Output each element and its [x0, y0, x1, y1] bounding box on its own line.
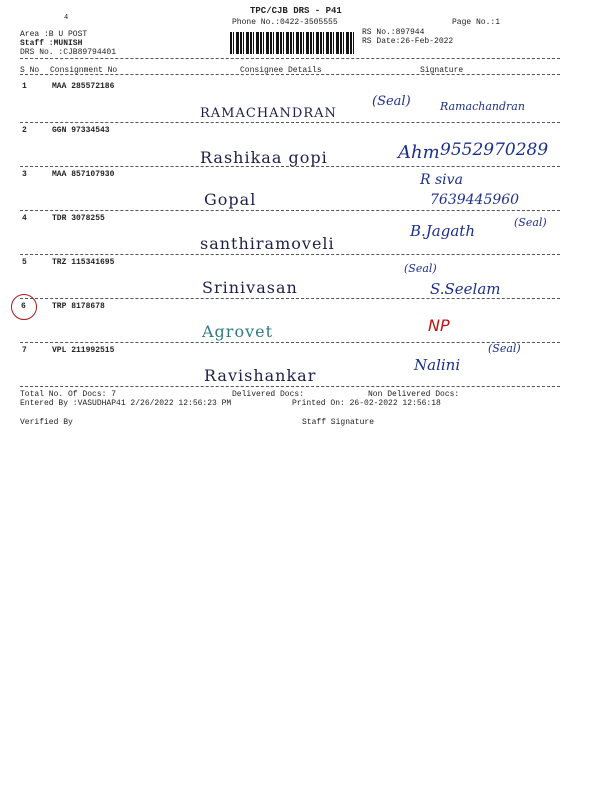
row-consignee: Srinivasan [202, 278, 298, 297]
row-signature-seal: (Seal) [404, 262, 437, 275]
page-number: Page No.:1 [452, 18, 501, 27]
row-consignee: Rashikaa gopi [200, 148, 328, 167]
row-consignee: santhiramoveli [200, 234, 335, 253]
columns-divider [20, 74, 560, 75]
rs-number: RS No.:897944 [362, 28, 425, 37]
row-signature-seal: (Seal) [488, 342, 521, 355]
row-consignee: Gopal [204, 190, 257, 209]
row-divider [20, 298, 560, 299]
row-signature-phone: 7639445960 [430, 192, 520, 208]
non-delivered-docs: Non Delivered Docs: [368, 390, 460, 399]
staff-label: Staff :MUNISH [20, 39, 83, 48]
barcode [230, 32, 354, 54]
row-signature: Nalini [414, 356, 461, 374]
row-sno: 3 [22, 170, 27, 179]
table-end-divider [20, 386, 560, 387]
drs-number: DRS No. :CJB89794401 [20, 48, 117, 57]
row-status-np: NP [428, 316, 450, 335]
row-signature-mark: Ahm [398, 142, 440, 163]
row-sno: 6 [21, 302, 26, 311]
col-consignee: Consignee Details [240, 66, 322, 75]
row-signature-seal: (Seal) [514, 216, 547, 229]
row-signature: B.Jagath [410, 222, 475, 240]
corner-mark: 4 [64, 14, 69, 22]
row-signature-phone: 9552970289 [440, 140, 549, 160]
verified-by: Verified By [20, 418, 73, 427]
entered-by: Entered By :VASUDHAP41 2/26/2022 12:56:23 PM [20, 399, 232, 408]
header-divider [20, 58, 560, 59]
row-consignment: GGN 97334543 [52, 126, 110, 135]
row-signature: S.Seelam [430, 280, 501, 298]
report-title: TPC/CJB DRS - P41 [250, 6, 342, 16]
row-consignee: Ravishankar [204, 366, 317, 385]
row-signature: Ramachandran [440, 100, 525, 113]
col-signature: Signature [420, 66, 464, 75]
printed-on: Printed On: 26-02-2022 12:56:18 [292, 399, 441, 408]
row-sno: 1 [22, 82, 27, 91]
row-consignment: MAA 285572186 [52, 82, 115, 91]
area-label: Area :B U POST [20, 30, 88, 39]
row-sno: 4 [22, 214, 27, 223]
row-signature: R siva [420, 172, 463, 188]
row-consignee: Agrovet [202, 322, 274, 341]
row-divider [20, 342, 560, 343]
col-sno: S No [20, 66, 40, 75]
row-divider [20, 122, 560, 123]
row-sno: 5 [22, 258, 27, 267]
delivered-docs: Delivered Docs: [232, 390, 305, 399]
row-divider [20, 254, 560, 255]
staff-signature: Staff Signature [302, 418, 375, 427]
row-consignment: MAA 857107930 [52, 170, 115, 179]
row-consignment: VPL 211992515 [52, 346, 115, 355]
row-divider [20, 210, 560, 211]
row-sno: 7 [22, 346, 27, 355]
col-consignment: Consignment No [50, 66, 118, 75]
row-divider [20, 166, 560, 167]
row-sno: 2 [22, 126, 27, 135]
row-consignment: TRZ 115341695 [52, 258, 115, 267]
phone-number: Phone No.:0422-3505555 [232, 18, 338, 27]
rs-date: RS Date:26-Feb-2022 [362, 37, 454, 46]
row-consignment: TDR 3078255 [52, 214, 105, 223]
total-docs: Total No. Of Docs: 7 [20, 390, 117, 399]
row-signature-seal: (Seal) [372, 94, 411, 109]
row-consignment: TRP 8178678 [52, 302, 105, 311]
row-consignee: RAMACHANDRAN [200, 106, 337, 121]
